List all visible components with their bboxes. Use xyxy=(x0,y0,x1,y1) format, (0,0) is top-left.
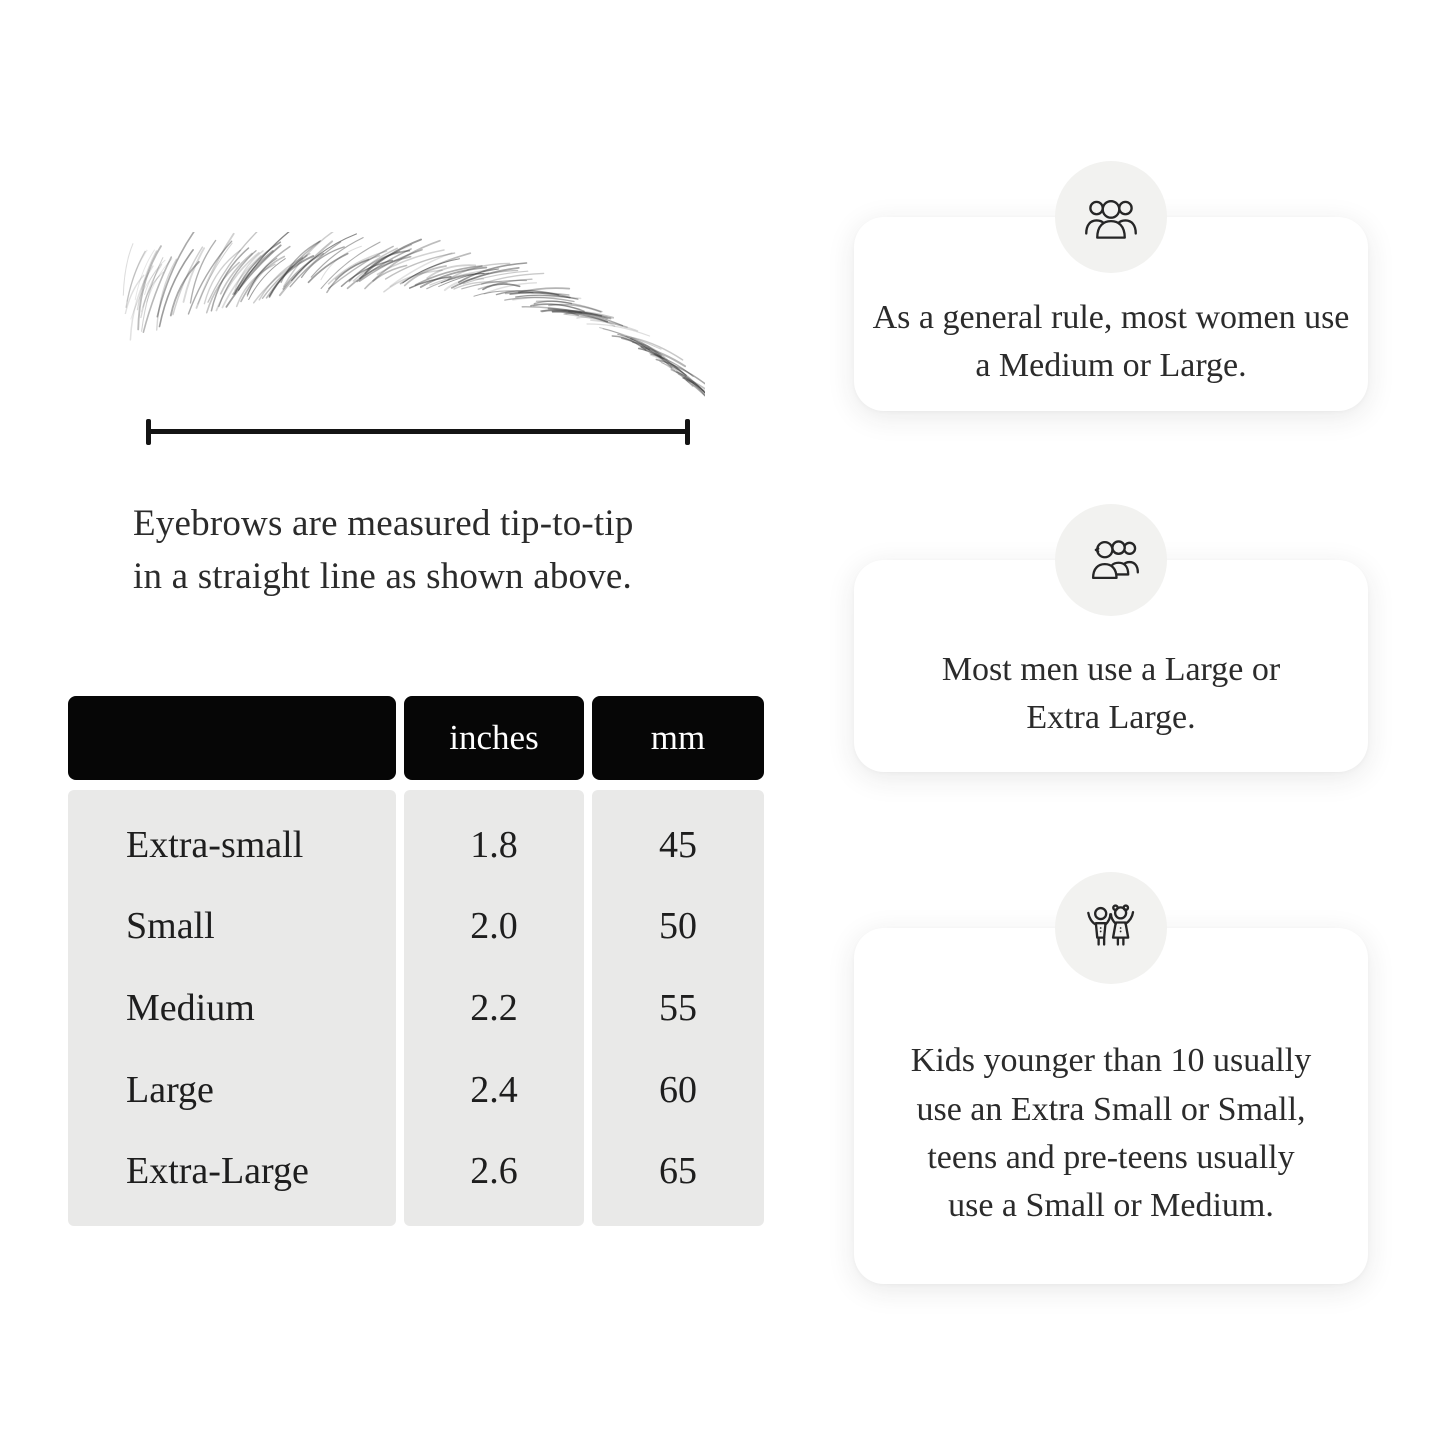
measurement-right-tick xyxy=(685,419,690,445)
size-table xyxy=(68,696,764,1226)
info-card-men xyxy=(854,560,1368,772)
info-card-kids-text: Kids younger than 10 usually use an Extra Small or Small, teens and pre-teens usually use a Small or Medium. xyxy=(910,1042,1312,1225)
info-card-kids xyxy=(854,928,1368,1284)
kids-icon xyxy=(1055,872,1167,984)
table-row-mm: 60 xyxy=(659,1068,697,1111)
figure-caption xyxy=(133,498,773,603)
table-row-inches: 2.0 xyxy=(470,905,518,948)
table-row-mm: 45 xyxy=(659,823,697,866)
table-row-mm: 65 xyxy=(659,1150,697,1193)
info-card-women-text: As a general rule, most women use a Medium or Large. xyxy=(872,298,1350,384)
figure-caption-line2: in a straight line as shown above. xyxy=(133,555,633,597)
figure-caption-line1: Eyebrows are measured tip-to-tip xyxy=(133,503,634,544)
size-table-header-inches: inches xyxy=(404,696,584,780)
info-card-women xyxy=(854,217,1368,411)
table-row-label: Medium xyxy=(126,986,255,1029)
table-row-label: Extra-small xyxy=(126,823,304,866)
table-row-mm: 50 xyxy=(659,905,697,948)
table-row-mm: 55 xyxy=(659,986,697,1029)
women-group-icon xyxy=(1055,161,1167,273)
table-row-inches: 2.4 xyxy=(470,1068,518,1111)
measurement-line xyxy=(146,419,690,445)
table-row-inches: 1.8 xyxy=(470,823,518,866)
size-table-header-name xyxy=(68,696,396,780)
table-row-label: Small xyxy=(126,905,215,948)
size-table-header-mm: mm xyxy=(592,696,764,780)
table-row-inches: 2.2 xyxy=(470,986,518,1029)
measurement-bar xyxy=(146,429,690,434)
table-row-inches: 2.6 xyxy=(470,1150,518,1193)
measurement-left-tick xyxy=(146,419,151,445)
info-card-men-text: Most men use a Large or Extra Large. xyxy=(941,650,1281,736)
size-table-name-column xyxy=(68,790,396,1226)
table-row-label: Extra-Large xyxy=(126,1150,309,1193)
table-row-label: Large xyxy=(126,1068,214,1111)
size-table-inches-column xyxy=(404,790,584,1226)
men-group-icon xyxy=(1055,504,1167,616)
size-table-mm-column xyxy=(592,790,764,1226)
eyebrow-illustration xyxy=(115,232,705,407)
